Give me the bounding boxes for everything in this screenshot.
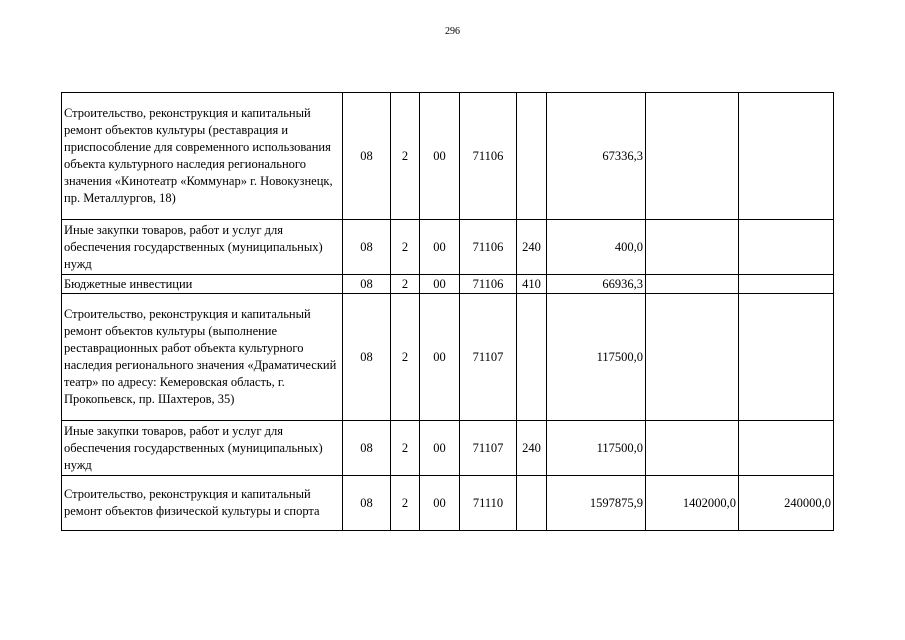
article-code: 71107 xyxy=(460,421,517,476)
row-name: Иные закупки товаров, работ и услуг для обеспечения государственных (муниципальных) нужд xyxy=(62,220,343,275)
program-code: 00 xyxy=(420,421,460,476)
subsection-code: 2 xyxy=(391,421,420,476)
section-code: 08 xyxy=(343,294,391,421)
section-code: 08 xyxy=(343,421,391,476)
subsection-code: 2 xyxy=(391,476,420,531)
subsection-code: 2 xyxy=(391,220,420,275)
article-code: 71110 xyxy=(460,476,517,531)
table-row xyxy=(62,421,834,476)
subsection-code: 2 xyxy=(391,294,420,421)
row-name: Строительство, реконструкция и капитальный ремонт объектов физической культуры и спорта xyxy=(62,476,343,531)
subsection-code: 2 xyxy=(391,93,420,220)
expense-type-code: 240 xyxy=(517,220,547,275)
subsection-code: 2 xyxy=(391,275,420,294)
row-name: Бюджетные инвестиции xyxy=(62,275,343,294)
row-name: Строительство, реконструкция и капитальный ремонт объектов культуры (реставрация и приспособление для современного использования объекта культурного наследия регионального значения «Кинотеатр «Коммунар» г. Новокузнецк, пр. Металлургов, 18) xyxy=(62,93,343,220)
row-name: Иные закупки товаров, работ и услуг для обеспечения государственных (муниципальных) нужд xyxy=(62,421,343,476)
amount-3 xyxy=(739,93,834,220)
table-row xyxy=(62,93,834,220)
program-code: 00 xyxy=(420,476,460,531)
section-code: 08 xyxy=(343,476,391,531)
expense-type-code xyxy=(517,294,547,421)
article-code: 71106 xyxy=(460,220,517,275)
article-code: 71106 xyxy=(460,275,517,294)
amount-1: 66936,3 xyxy=(547,275,646,294)
program-code: 00 xyxy=(420,93,460,220)
amount-1: 1597875,9 xyxy=(547,476,646,531)
table-row xyxy=(62,294,834,421)
section-code: 08 xyxy=(343,93,391,220)
table-row xyxy=(62,220,834,275)
program-code: 00 xyxy=(420,294,460,421)
section-code: 08 xyxy=(343,275,391,294)
expense-type-code xyxy=(517,93,547,220)
amount-2 xyxy=(646,294,739,421)
expense-type-code: 240 xyxy=(517,421,547,476)
amount-3 xyxy=(739,421,834,476)
row-name: Строительство, реконструкция и капитальный ремонт объектов культуры (выполнение реставрационных работ объекта культурного наследия регионального значения «Драматический театр» по адресу: Кемеровская область, г. Прокопьевск, пр. Шахтеров, 35) xyxy=(62,294,343,421)
amount-1: 67336,3 xyxy=(547,93,646,220)
amount-3 xyxy=(739,220,834,275)
amount-1: 400,0 xyxy=(547,220,646,275)
amount-2: 1402000,0 xyxy=(646,476,739,531)
program-code: 00 xyxy=(420,275,460,294)
budget-table xyxy=(61,92,834,531)
amount-3 xyxy=(739,294,834,421)
amount-2 xyxy=(646,421,739,476)
amount-3 xyxy=(739,275,834,294)
amount-3: 240000,0 xyxy=(739,476,834,531)
amount-2 xyxy=(646,275,739,294)
expense-type-code: 410 xyxy=(517,275,547,294)
table-row xyxy=(62,275,834,294)
amount-2 xyxy=(646,220,739,275)
section-code: 08 xyxy=(343,220,391,275)
expense-type-code xyxy=(517,476,547,531)
page-number: 296 xyxy=(445,26,460,37)
program-code: 00 xyxy=(420,220,460,275)
amount-2 xyxy=(646,93,739,220)
amount-1: 117500,0 xyxy=(547,294,646,421)
article-code: 71107 xyxy=(460,294,517,421)
amount-1: 117500,0 xyxy=(547,421,646,476)
article-code: 71106 xyxy=(460,93,517,220)
table-row xyxy=(62,476,834,531)
